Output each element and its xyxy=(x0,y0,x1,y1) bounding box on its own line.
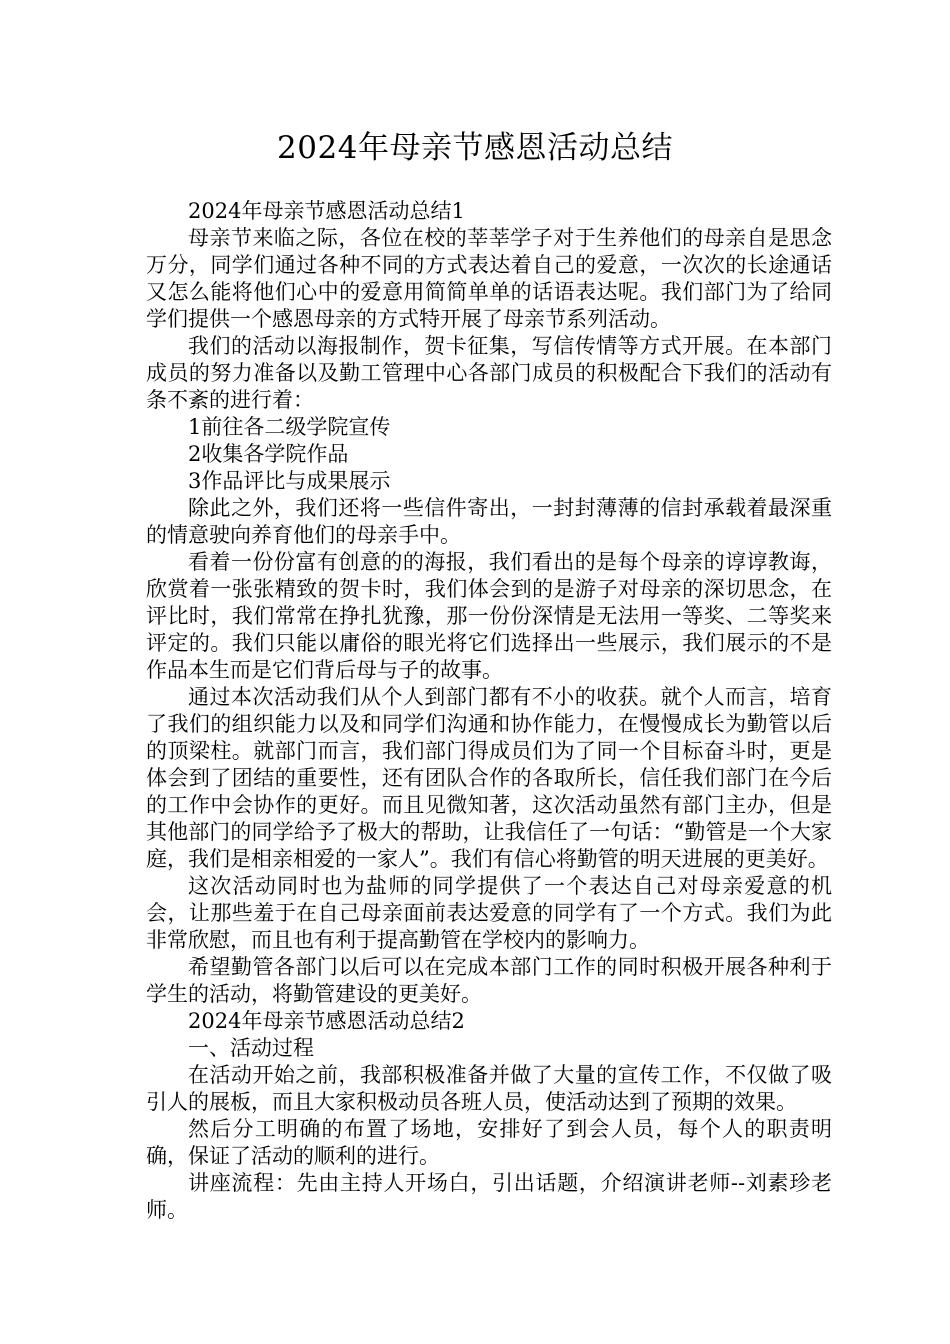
document-body xyxy=(146,198,832,1224)
list-item: 2收集各学院作品 xyxy=(188,442,349,466)
list-item: 1前往各二级学院宣传 xyxy=(188,415,391,439)
paragraph: 看着一份份富有创意的的海报，我们看出的是每个母亲的谆谆教诲，欣赏着一张张精致的贺卡时，我们体会到的是游子对母亲的深切思念，在评比时，我们常常在挣扎犹豫，那一份份深情是无法用一等奖、二等奖来评定的。我们只能以庸俗的眼光将它们选择出一些展示，我们展示的不是作品本生而是它们背后母与子的故事。 xyxy=(146,550,832,682)
paragraph: 母亲节来临之际，各位在校的莘莘学子对于生养他们的母亲自是思念万分，同学们通过各种不同的方式表达着自己的爱意，一次次的长途通话又怎么能将他们心中的爱意用简简单单的话语表达呢。我们部门为了给同学们提供一个感恩母亲的方式特开展了母亲节系列活动。 xyxy=(146,226,832,331)
paragraph: 通过本次活动我们从个人到部门都有不小的收获。就个人而言，培育了我们的组织能力以及和同学们沟通和协作能力，在慢慢成长为勤管以后的顶梁柱。就部门而言，我们部门得成员们为了同一个目标奋斗时，更是体会到了团结的重要性，还有团队合作的各取所长，信任我们部门在今后的工作中会协作的更好。而且见微知著，这次活动虽然有部门主办，但是其他部门的同学给予了极大的帮助，让我信任了一句话：“勤管是一个大家庭，我们是相亲相爱的一家人”。我们有信心将勤管的明天进展的更美好。 xyxy=(146,685,832,871)
paragraph: 除此之外，我们还将一些信件寄出，一封封薄薄的信封承载着最深重的情意驶向养育他们的母亲手中。 xyxy=(146,496,832,547)
paragraph: 我们的活动以海报制作，贺卡征集，写信传情等方式开展。在本部门成员的努力准备以及勤工管理中心各部门成员的积极配合下我们的活动有条不紊的进行着： xyxy=(146,334,832,412)
paragraph: 讲座流程：先由主持人开场白，引出话题，介绍演讲老师--刘素珍老师。 xyxy=(146,1171,832,1222)
paragraph: 然后分工明确的布置了场地，安排好了到会人员，每个人的职责明确，保证了活动的顺利的进行。 xyxy=(146,1117,832,1168)
document-title: 2024年母亲节感恩活动总结 xyxy=(277,130,673,166)
subsection-heading: 一、活动过程 xyxy=(188,1036,314,1060)
paragraph: 在活动开始之前，我部积极准备并做了大量的宣传工作，不仅做了吸引人的展板，而且大家积极动员各班人员，使活动达到了预期的效果。 xyxy=(146,1063,832,1114)
paragraph: 这次活动同时也为盐师的同学提供了一个表达自己对母亲爱意的机会，让那些羞于在自己母亲面前表达爱意的同学有了一个方式。我们为此非常欣慰，而且也有利于提高勤管在学校内的影响力。 xyxy=(146,874,832,952)
paragraph: 希望勤管各部门以后可以在完成本部门工作的同时积极开展各种利于学生的活动，将勤管建设的更美好。 xyxy=(146,955,832,1006)
section-heading: 2024年母亲节感恩活动总结1 xyxy=(188,199,465,223)
list-item: 3作品评比与成果展示 xyxy=(188,469,391,493)
section-heading: 2024年母亲节感恩活动总结2 xyxy=(188,1009,465,1033)
